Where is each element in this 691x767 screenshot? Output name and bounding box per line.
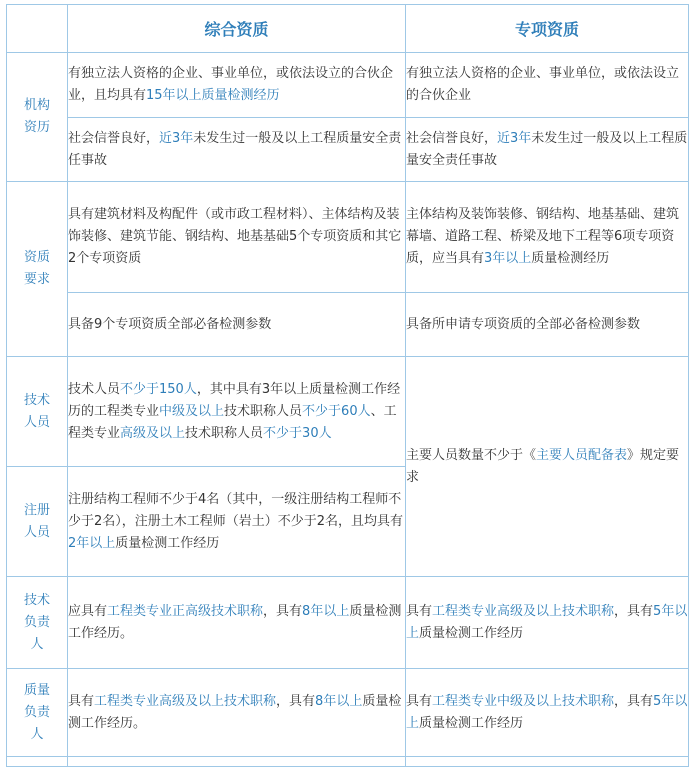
cell-text: 未发生过一般及以上工程质量安全责任事故	[68, 130, 402, 168]
cell-institution-special-2	[406, 118, 689, 182]
table-row	[7, 357, 689, 467]
cell-quality-lead-special	[406, 669, 689, 757]
table-row	[7, 293, 689, 357]
highlight-text: 近3年	[159, 130, 194, 146]
cell-text: 、工程类专业	[68, 403, 397, 441]
highlight-text: 工程类专业中级及以上技术职称	[432, 693, 615, 709]
cell-institution-comprehensive-2	[68, 118, 406, 182]
category-qualification	[7, 182, 68, 357]
category-label-line: 质量	[23, 682, 50, 698]
category-label-line: 人员	[23, 524, 50, 540]
qualification-table	[6, 4, 689, 767]
header-comprehensive: 综合资质	[68, 5, 406, 53]
cell-text: 社会信誉良好，	[406, 130, 498, 146]
cell-text: 具有	[406, 603, 433, 619]
cell-text: 应具有	[68, 603, 108, 619]
partial-cell	[7, 757, 68, 767]
cell-text: 质量检测工作经历。	[68, 693, 402, 731]
table-row	[7, 182, 689, 293]
cell-text: 技术人员	[68, 381, 121, 397]
category-registered-staff	[7, 467, 68, 577]
cell-text: 有独立法人资格的企业、事业单位，或依法设立的合伙企业	[406, 66, 680, 103]
highlight-text: 8年以上	[315, 693, 363, 709]
cell-text: 有独立法人资格的企业、事业单位，或依法设立的合伙企业，且均具有	[68, 66, 394, 103]
category-label-line: 注册	[23, 502, 50, 518]
cell-text: 具有	[406, 693, 433, 709]
cell-text: 主要人员数量不少于《	[406, 447, 537, 463]
table-row	[7, 577, 689, 669]
header-special: 专项资质	[406, 5, 689, 53]
cell-text: 未发生过一般及以上工程质量安全责任事故	[406, 130, 688, 168]
highlight-text: 中级及以上	[159, 403, 225, 419]
cell-text: 技术职称人员	[224, 403, 303, 419]
cell-text: 质量检测经历	[531, 251, 610, 266]
header-row	[7, 5, 689, 53]
cell-text: 质量检测工作经历	[419, 715, 524, 731]
category-label-line: 技术	[23, 392, 50, 408]
cell-text: ，具有	[263, 603, 303, 619]
cell-institution-comprehensive-1	[68, 53, 406, 118]
table-row	[7, 118, 689, 182]
highlight-text: 高级及以上	[120, 425, 186, 441]
cell-technical-staff-comprehensive	[68, 357, 406, 467]
cell-technical-lead-special	[406, 577, 689, 669]
table-row	[7, 669, 689, 757]
highlight-text: 不少于60人	[302, 403, 371, 419]
cell-qualification-comprehensive-2	[68, 293, 406, 357]
category-label-line: 要求	[23, 272, 50, 287]
cell-quality-lead-comprehensive	[68, 669, 406, 757]
highlight-text: 15年以上质量检测经历	[146, 88, 280, 103]
cell-qualification-special-2	[406, 293, 689, 357]
cell-text: ，具有	[276, 693, 316, 709]
cell-text: 主体结构及装饰装修、钢结构、地基基础、建筑幕墙、道路工程、桥梁及地下工程等6项专项资质，应当具有	[406, 207, 680, 266]
category-label-line: 机构	[23, 98, 50, 113]
cell-text: 具有建筑材料及构配件（或市政工程材料）、主体结构及装饰装修、建筑节能、钢结构、地基基础5个专项资质和其它2个专项资质	[68, 207, 402, 266]
cell-registered-staff-comprehensive	[68, 467, 406, 577]
highlight-link-text[interactable]: 主要人员配备表	[536, 447, 628, 463]
highlight-text: 5年以上	[406, 603, 688, 641]
cell-text: ，具有	[614, 693, 654, 709]
cell-text: 》规定要求	[406, 447, 680, 485]
highlight-text: 5年以上	[406, 693, 688, 731]
category-label-line: 资历	[23, 120, 50, 135]
category-label-line: 技术	[23, 592, 50, 608]
cell-technical-lead-comprehensive	[68, 577, 406, 669]
highlight-text: 8年以上	[302, 603, 350, 619]
category-label-line: 资质	[23, 250, 50, 265]
category-label-line: 负责	[23, 614, 50, 630]
cell-text: 质量检测工作经历。	[68, 603, 402, 641]
cell-text: 技术职称人员	[185, 425, 264, 441]
category-label-line: 人	[30, 726, 44, 742]
category-technical-staff	[7, 357, 68, 467]
category-institution	[7, 53, 68, 182]
cell-text: ，具有	[614, 603, 654, 619]
cell-text: 质量检测工作经历	[419, 625, 524, 641]
table-row	[7, 53, 689, 118]
cell-staff-special	[406, 357, 689, 577]
highlight-text: 2年以上	[68, 535, 116, 551]
highlight-text: 3年以上	[484, 251, 532, 266]
category-label-line: 负责	[23, 704, 50, 720]
cell-text: ，其中具有3年以上质量检测工作经历的工程类专业	[68, 381, 401, 419]
partial-cell	[68, 757, 406, 767]
cell-institution-special-1	[406, 53, 689, 118]
category-quality-lead	[7, 669, 68, 757]
highlight-text: 工程类专业正高级技术职称	[107, 603, 264, 619]
cell-text: 注册结构工程师不少于4名（其中，一级注册结构工程师不少于2名），注册土木工程师（岩土）不少于2名，且均具有	[68, 491, 404, 529]
highlight-text: 工程类专业高级及以上技术职称	[94, 693, 277, 709]
highlight-text: 不少于30人	[263, 425, 332, 441]
category-label-line: 人员	[23, 414, 50, 430]
category-technical-lead	[7, 577, 68, 669]
highlight-text: 工程类专业高级及以上技术职称	[432, 603, 615, 619]
category-label-line: 人	[30, 636, 44, 652]
cell-qualification-special-1	[406, 182, 689, 293]
corner-cell	[7, 5, 68, 53]
highlight-text: 不少于150人	[120, 381, 197, 397]
highlight-text: 近3年	[497, 130, 532, 146]
cell-qualification-comprehensive-1	[68, 182, 406, 293]
table-row-partial	[7, 757, 689, 767]
cell-text: 具有	[68, 693, 95, 709]
cell-text: 具备所申请专项资质的全部必备检测参数	[406, 316, 641, 332]
partial-cell	[406, 757, 689, 767]
cell-text: 质量检测工作经历	[115, 535, 220, 551]
cell-text: 社会信誉良好，	[68, 130, 160, 146]
cell-text: 具备9个专项资质全部必备检测参数	[68, 316, 272, 332]
